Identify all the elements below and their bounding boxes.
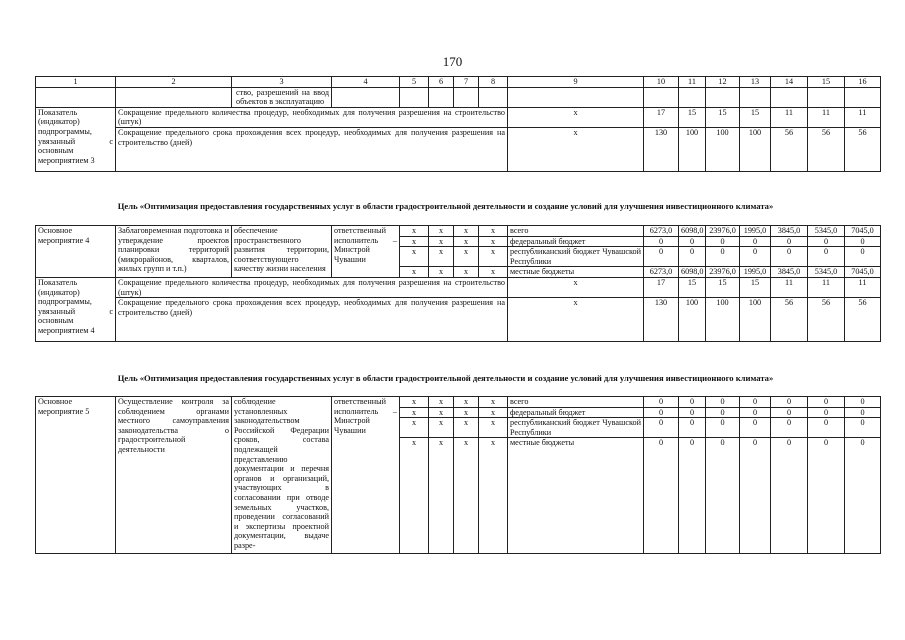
- cell-x: x: [429, 226, 454, 237]
- value-cell: 0: [771, 397, 808, 408]
- value-cell: 5345,0: [808, 226, 845, 237]
- value-cell: 1995,0: [740, 267, 771, 278]
- table-row: [36, 277, 881, 297]
- event-title: Основное мероприятие 4: [36, 226, 116, 278]
- value-cell: 11: [771, 107, 808, 127]
- value-cell: 11: [808, 107, 845, 127]
- table-top: [35, 76, 881, 172]
- cell-x: x: [400, 418, 429, 438]
- value-cell: 0: [706, 236, 740, 247]
- value-cell: 3845,0: [771, 267, 808, 278]
- table-row: [36, 107, 881, 127]
- cell-x: x: [454, 407, 479, 418]
- indicator-text: Сокращение предельного срока прохождения всех процедур, необходимых для получения разрешения на строительство (дней): [116, 298, 508, 342]
- value-cell: 0: [740, 407, 771, 418]
- cell-x: x: [429, 247, 454, 267]
- value-cell: 6098,0: [679, 267, 706, 278]
- value-cell: 15: [679, 107, 706, 127]
- cell-x: x: [479, 247, 508, 267]
- cell-x: x: [400, 247, 429, 267]
- column-number: 2: [116, 77, 232, 88]
- value-cell: 0: [771, 438, 808, 554]
- value-cell: 100: [706, 298, 740, 342]
- value-cell: 0: [771, 418, 808, 438]
- table-event-5: [35, 396, 881, 554]
- cell-x: x: [479, 407, 508, 418]
- cell-x: x: [479, 438, 508, 554]
- value-cell: 0: [679, 247, 706, 267]
- cell-x: x: [400, 438, 429, 554]
- cell-x: x: [400, 397, 429, 408]
- indicator-text: Сокращение предельного количества процедур, необходимых для получения разрешения на строительство (штук): [116, 277, 508, 297]
- value-cell: 0: [845, 438, 881, 554]
- column-number: 11: [679, 77, 706, 88]
- value-cell: 1995,0: [740, 226, 771, 237]
- table-row: [36, 226, 881, 237]
- value-cell: 0: [679, 418, 706, 438]
- cell-x: x: [479, 418, 508, 438]
- value-cell: 15: [740, 107, 771, 127]
- column-number: 16: [845, 77, 881, 88]
- goal-heading: Цель «Оптимизация предоставления государственных услуг в области градостроительной деятельности и создание условий для улучшения инвестиционного климата»: [117, 373, 774, 383]
- value-cell: 0: [644, 236, 679, 247]
- value-cell: 0: [771, 407, 808, 418]
- value-cell: 0: [808, 236, 845, 247]
- cell-x: x: [429, 236, 454, 247]
- continuation-text: ство, разрешений на ввод объектов в эксплуатацию: [232, 87, 332, 107]
- indicator-label: Показатель (индикатор) подпрограммы, увязанный с основным мероприятием 3: [36, 107, 116, 171]
- value-cell: 5345,0: [808, 267, 845, 278]
- value-cell: 0: [845, 236, 881, 247]
- value-cell: 7045,0: [845, 226, 881, 237]
- value-cell: 15: [706, 107, 740, 127]
- value-cell: 0: [808, 438, 845, 554]
- header-row: [36, 77, 881, 88]
- value-cell: 11: [771, 277, 808, 297]
- value-cell: 0: [644, 438, 679, 554]
- value-cell: 0: [679, 236, 706, 247]
- value-cell: 6098,0: [679, 226, 706, 237]
- event-result: соблюдение установленных законодательством Российской Федерации сроков, состава подлежащей представлению документации и перечня органов и организаций, участвующих в согласовании при отводе земельных участков, проведении согласований и экспертизы проектной документации, выдаче разре-: [232, 397, 332, 554]
- cell-x: x: [508, 107, 644, 127]
- value-cell: 0: [706, 418, 740, 438]
- goal-heading: Цель «Оптимизация предоставления государственных услуг в области градостроительной деятельности и создание условий для улучшения инвестиционного климата»: [117, 201, 774, 211]
- column-number: 3: [232, 77, 332, 88]
- cell-x: x: [400, 236, 429, 247]
- cell-x: x: [429, 407, 454, 418]
- value-cell: 0: [740, 397, 771, 408]
- indicator-label: Показатель (индикатор) подпрограммы, увязанный с основным мероприятием 4: [36, 277, 116, 341]
- value-cell: 0: [771, 236, 808, 247]
- column-number: 5: [400, 77, 429, 88]
- funding-source: местные бюджеты: [508, 267, 644, 278]
- value-cell: 0: [679, 407, 706, 418]
- value-cell: 11: [845, 277, 881, 297]
- value-cell: 0: [679, 397, 706, 408]
- value-cell: 56: [845, 298, 881, 342]
- value-cell: 11: [845, 107, 881, 127]
- column-number: 10: [644, 77, 679, 88]
- value-cell: 0: [706, 397, 740, 408]
- value-cell: 0: [740, 438, 771, 554]
- value-cell: 15: [706, 277, 740, 297]
- value-cell: 0: [808, 397, 845, 408]
- column-number: 9: [508, 77, 644, 88]
- cell-x: x: [454, 418, 479, 438]
- cell-x: x: [454, 267, 479, 278]
- value-cell: 130: [644, 298, 679, 342]
- value-cell: 100: [740, 298, 771, 342]
- cell-x: x: [479, 267, 508, 278]
- value-cell: 0: [845, 397, 881, 408]
- value-cell: 100: [706, 127, 740, 171]
- value-cell: 56: [845, 127, 881, 171]
- indicator-text: Сокращение предельного срока прохождения всех процедур, необходимых для получения разрешения на строительство (дней): [116, 127, 508, 171]
- value-cell: 0: [808, 247, 845, 267]
- value-cell: 0: [644, 397, 679, 408]
- value-cell: 0: [771, 247, 808, 267]
- column-number: 8: [479, 77, 508, 88]
- value-cell: 0: [644, 418, 679, 438]
- funding-source: всего: [508, 226, 644, 237]
- value-cell: 0: [845, 247, 881, 267]
- continuation-row: [36, 87, 881, 107]
- value-cell: 0: [644, 247, 679, 267]
- cell-x: x: [454, 247, 479, 267]
- cell-x: x: [454, 226, 479, 237]
- value-cell: 56: [771, 298, 808, 342]
- funding-source: республиканский бюджет Чувашской Республики: [508, 418, 644, 438]
- table-event-4: [35, 225, 881, 342]
- value-cell: 56: [808, 127, 845, 171]
- value-cell: 56: [808, 298, 845, 342]
- value-cell: 11: [808, 277, 845, 297]
- column-number: 14: [771, 77, 808, 88]
- value-cell: 0: [808, 418, 845, 438]
- value-cell: 100: [679, 298, 706, 342]
- column-number: 15: [808, 77, 845, 88]
- cell-x: x: [429, 267, 454, 278]
- value-cell: 17: [644, 107, 679, 127]
- value-cell: 56: [771, 127, 808, 171]
- column-number: 6: [429, 77, 454, 88]
- cell-x: x: [479, 397, 508, 408]
- value-cell: 6273,0: [644, 226, 679, 237]
- cell-x: x: [429, 397, 454, 408]
- value-cell: 15: [740, 277, 771, 297]
- cell-x: x: [429, 418, 454, 438]
- column-number: 4: [332, 77, 400, 88]
- column-number: 1: [36, 77, 116, 88]
- event-description: Осуществление контроля за соблюдением органами местного самоуправления законодательства о градостроительной деятельности: [116, 397, 232, 554]
- cell-x: x: [454, 438, 479, 554]
- event-description: Заблаговременная подготовка и утверждение проектов планировки территорий (микрорайонов, кварталов, жилых групп и т.п.): [116, 226, 232, 278]
- funding-source: федеральный бюджет: [508, 236, 644, 247]
- table-row: [36, 127, 881, 171]
- funding-source: федеральный бюджет: [508, 407, 644, 418]
- value-cell: 3845,0: [771, 226, 808, 237]
- value-cell: 0: [679, 438, 706, 554]
- funding-source: всего: [508, 397, 644, 408]
- cell-x: x: [454, 397, 479, 408]
- funding-source: республиканский бюджет Чувашской Республики: [508, 247, 644, 267]
- value-cell: 23976,0: [706, 226, 740, 237]
- column-number: 12: [706, 77, 740, 88]
- value-cell: 15: [679, 277, 706, 297]
- cell-x: x: [508, 277, 644, 297]
- event-result: обеспечение пространственного развития территории, соответствующего качеству жизни населения: [232, 226, 332, 278]
- cell-x: x: [400, 267, 429, 278]
- table-row: [36, 298, 881, 342]
- value-cell: 0: [740, 418, 771, 438]
- funding-source: местные бюджеты: [508, 438, 644, 554]
- cell-x: x: [508, 298, 644, 342]
- value-cell: 0: [845, 418, 881, 438]
- column-number: 7: [454, 77, 479, 88]
- cell-x: x: [400, 226, 429, 237]
- value-cell: 100: [740, 127, 771, 171]
- event-executor: ответственный исполнитель – Минстрой Чувашии: [332, 397, 400, 554]
- cell-x: x: [400, 407, 429, 418]
- value-cell: 0: [706, 407, 740, 418]
- value-cell: 6273,0: [644, 267, 679, 278]
- event-title: Основное мероприятие 5: [36, 397, 116, 554]
- value-cell: 23976,0: [706, 267, 740, 278]
- value-cell: 7045,0: [845, 267, 881, 278]
- cell-x: x: [429, 438, 454, 554]
- table-row: [36, 397, 881, 408]
- value-cell: 0: [644, 407, 679, 418]
- value-cell: 0: [845, 407, 881, 418]
- value-cell: 17: [644, 277, 679, 297]
- event-executor: ответственный исполнитель – Минстрой Чувашии: [332, 226, 400, 278]
- cell-x: x: [479, 236, 508, 247]
- value-cell: 0: [808, 407, 845, 418]
- column-number: 13: [740, 77, 771, 88]
- value-cell: 0: [706, 247, 740, 267]
- value-cell: 0: [740, 247, 771, 267]
- value-cell: 100: [679, 127, 706, 171]
- page-number: 170: [442, 54, 463, 69]
- cell-x: x: [479, 226, 508, 237]
- cell-x: x: [508, 127, 644, 171]
- value-cell: 0: [740, 236, 771, 247]
- value-cell: 0: [706, 438, 740, 554]
- indicator-text: Сокращение предельного количества процедур, необходимых для получения разрешения на строительство (штук): [116, 107, 508, 127]
- value-cell: 130: [644, 127, 679, 171]
- cell-x: x: [454, 236, 479, 247]
